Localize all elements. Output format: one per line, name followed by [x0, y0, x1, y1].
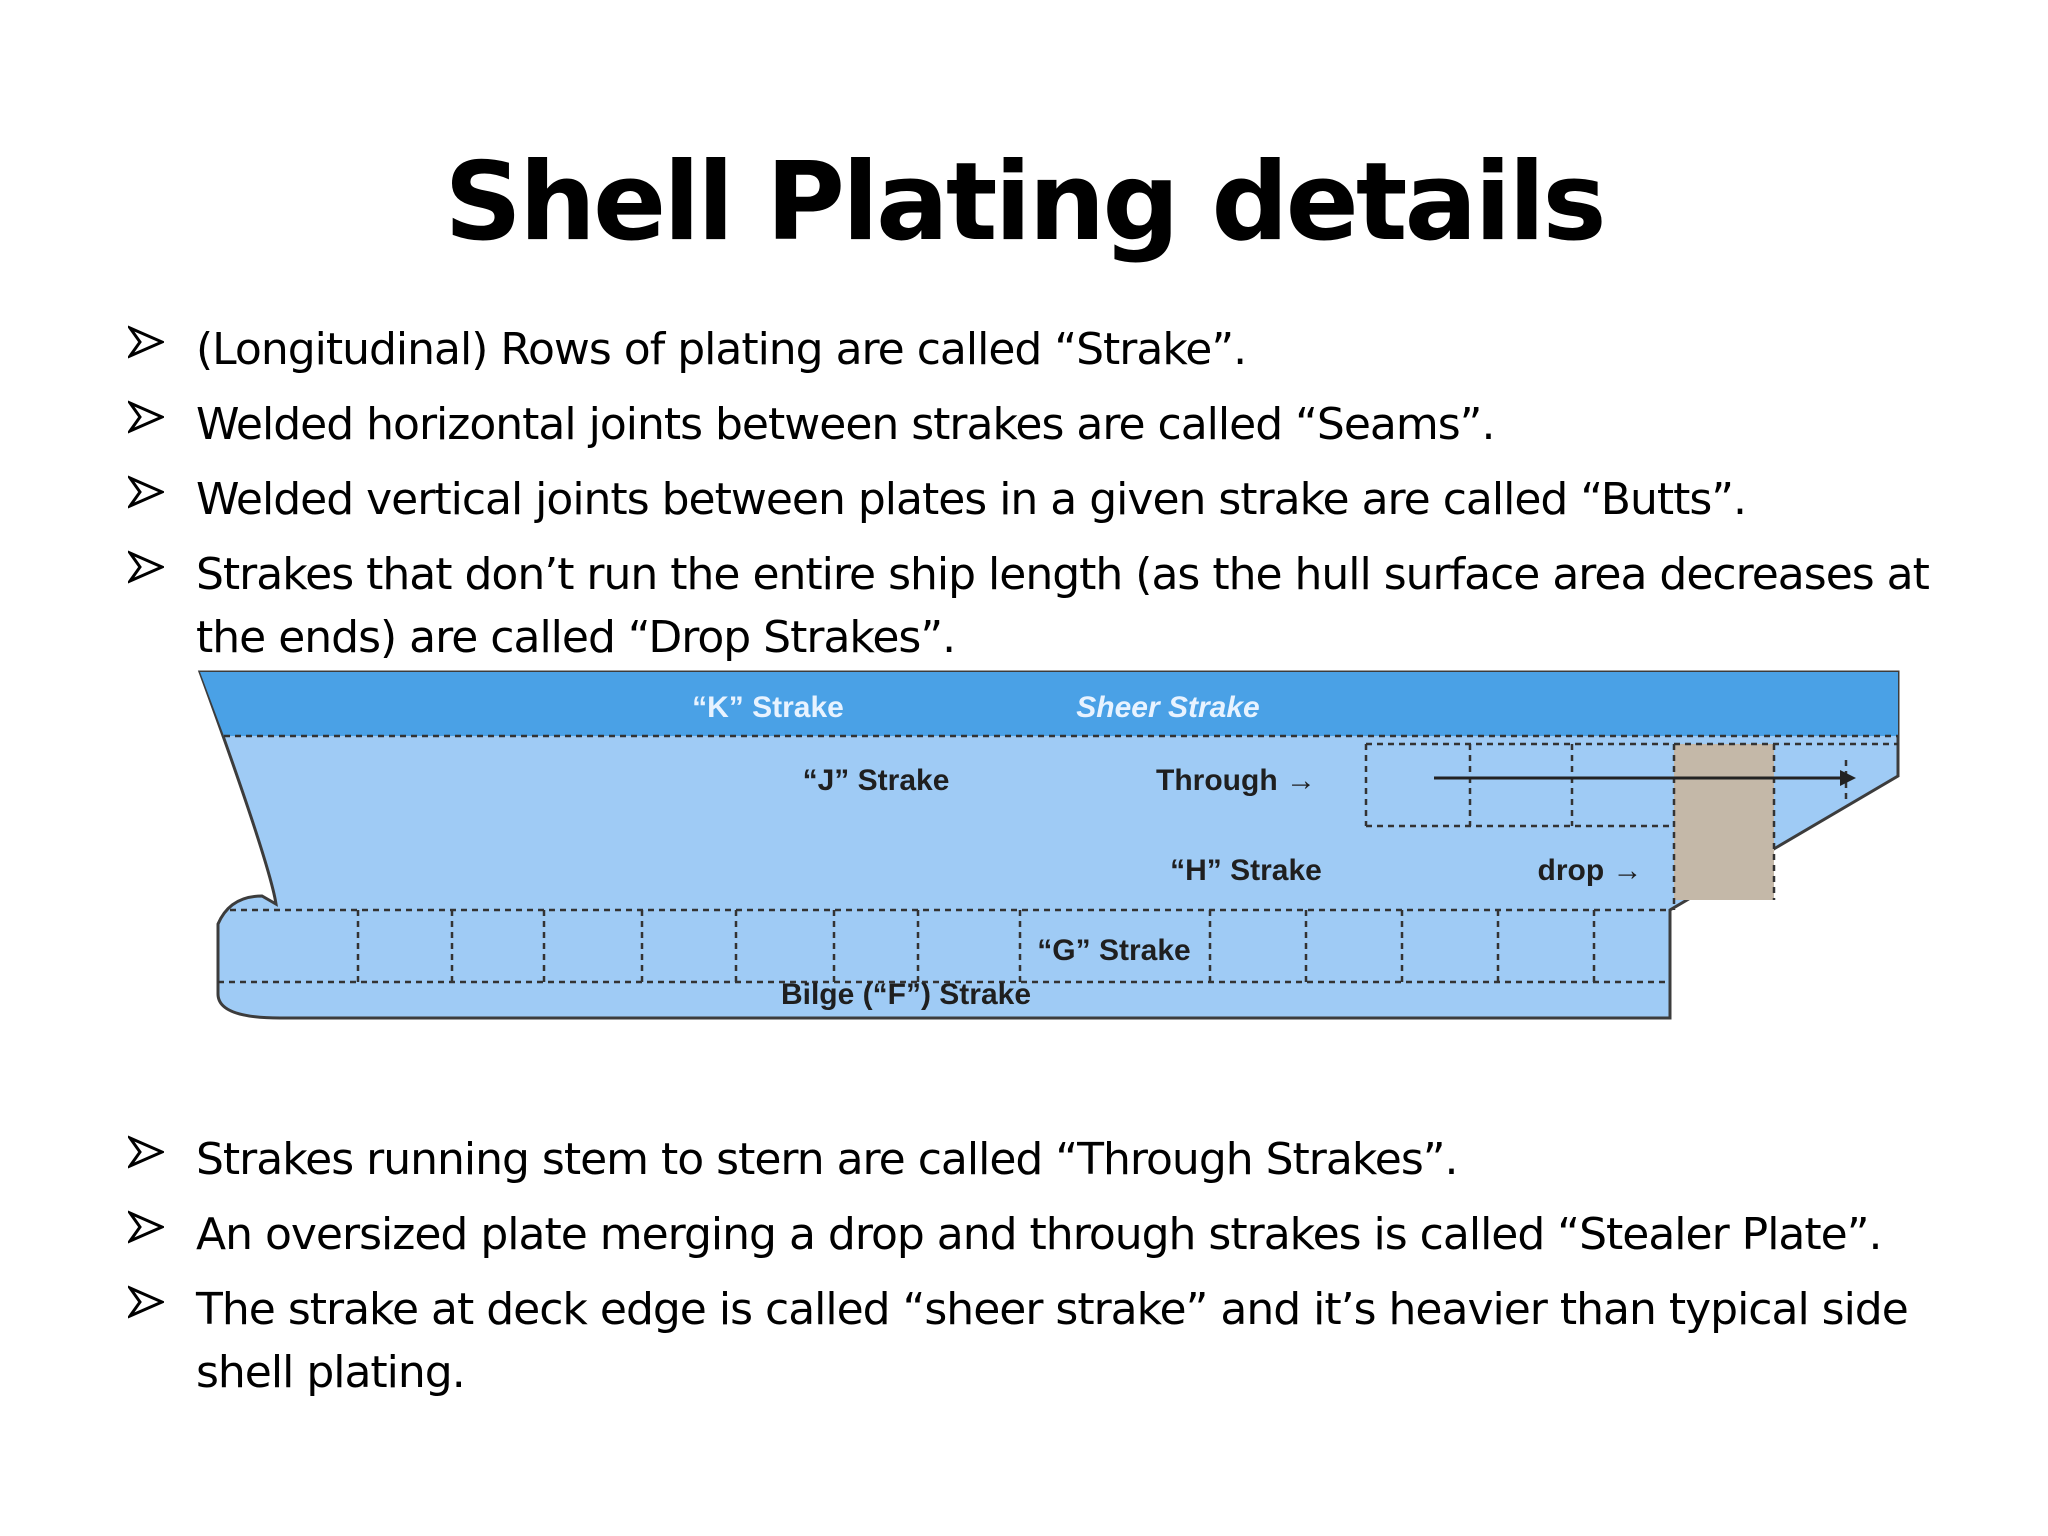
bullet-text: An oversized plate merging a drop and through strakes is called “Stealer Plate”.: [196, 1209, 1882, 1260]
bullet-item: [128, 1203, 1958, 1266]
arrowhead-bullet-icon: [128, 1134, 164, 1170]
arrowhead-bullet-icon: [128, 324, 164, 360]
arrowhead-bullet-icon: [128, 474, 164, 510]
slide-title: Shell Plating details: [444, 140, 1604, 265]
j-strake-label: “J” Strake: [802, 764, 950, 797]
sheer-strake-label: Sheer Strake: [1076, 691, 1260, 724]
g-strake-label: “G” Strake: [1037, 934, 1191, 967]
arrowhead-bullet-icon: [128, 1284, 164, 1320]
bullet-item: [128, 393, 1958, 456]
h-strake-label: “H” Strake: [1170, 854, 1322, 887]
bullet-text: Welded vertical joints between plates in a given strake are called “Butts”.: [196, 474, 1747, 525]
bullet-list-bottom: [128, 1128, 1958, 1416]
bullet-text: Strakes running stem to stern are called “Through Strakes”.: [196, 1134, 1458, 1185]
bullet-list-top: [128, 318, 1958, 681]
arrowhead-bullet-icon: [128, 1209, 164, 1245]
bullet-item: [128, 1278, 1958, 1404]
drop-label: drop →: [1537, 854, 1643, 887]
bullet-item: [128, 318, 1958, 381]
bullet-text: Welded horizontal joints between strakes are called “Seams”.: [196, 399, 1495, 450]
bullet-item: [128, 543, 1958, 669]
arrowhead-bullet-icon: [128, 399, 164, 435]
bilge-strake-label: Bilge (“F”) Strake: [780, 978, 1032, 1011]
k-strake-label: “K” Strake: [692, 691, 844, 724]
bullet-text: Strakes that don’t run the entire ship length (as the hull surface area decreases at the ends) are called “Drop Strakes”.: [196, 549, 1929, 663]
arrowhead-bullet-icon: [128, 549, 164, 585]
stealer-plate: [1674, 744, 1774, 900]
bullet-item: [128, 1128, 1958, 1191]
bullet-item: [128, 468, 1958, 531]
sheer-strake-band: [200, 672, 1898, 736]
through-label: Through →: [1156, 764, 1316, 797]
shell-plating-diagram: [190, 664, 1910, 1024]
bullet-text: (Longitudinal) Rows of plating are called “Strake”.: [196, 324, 1247, 375]
bullet-text: The strake at deck edge is called “sheer strake” and it’s heavier than typical side shell plating.: [196, 1284, 1908, 1398]
